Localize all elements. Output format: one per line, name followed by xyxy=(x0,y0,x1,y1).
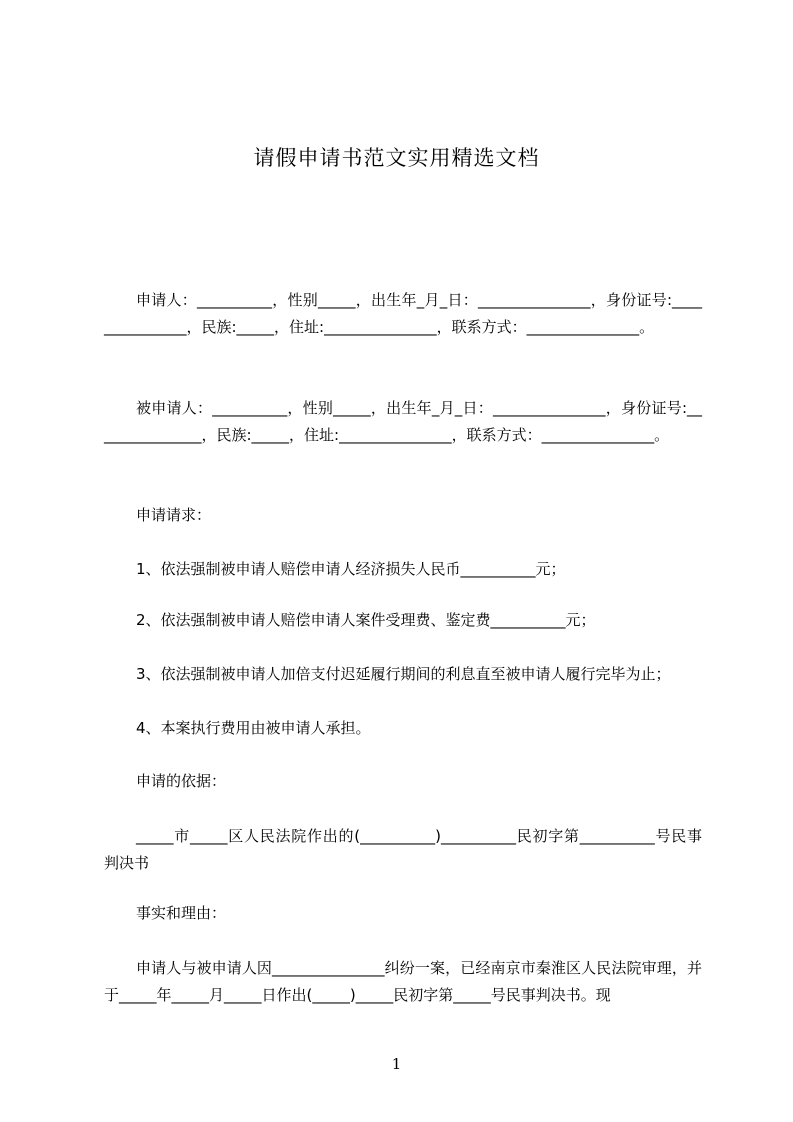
page-number: 1 xyxy=(391,1055,402,1073)
facts-paragraph: 申请人与被申请人因_______________纠纷一案，已经南京市秦淮区人民法院审理，并于_____年_____月_____日作出(_____)_____民初字第_____号民事判决书。现 xyxy=(104,959,702,1004)
request-item-3: 3、依法强制被申请人加倍支付迟延履行期间的利息直至被申请人履行完毕为止； xyxy=(136,665,671,683)
request-item-1: 1、依法强制被申请人赔偿申请人经济损失人民币__________元； xyxy=(136,560,566,578)
request-item-4: 4、本案执行费用由被申请人承担。 xyxy=(136,719,371,737)
facts-heading: 事实和理由： xyxy=(136,904,227,922)
respondent-info-paragraph: 被申请人：__________，性别_____，出生年_月_日：_______________，身份证号:_______________，民族:_____，住址:_______________，联系方式：_______________。 xyxy=(104,399,702,444)
request-item-2: 2、依法强制被申请人赔偿申请人案件受理费、鉴定费__________元； xyxy=(136,611,596,629)
basis-heading: 申请的依据： xyxy=(136,772,227,790)
request-heading: 申请请求： xyxy=(136,506,212,524)
document-title: 请假申请书范文实用精选文档 xyxy=(253,146,540,170)
applicant-info-paragraph: 申请人：__________，性别_____，出生年_月_日：_______________，身份证号:_______________，民族:_____，住址:_______________，联系方式：_______________。 xyxy=(104,291,702,336)
basis-paragraph: _____市_____区人民法院作出的(__________)__________民初字第__________号民事判决书 xyxy=(104,827,702,872)
